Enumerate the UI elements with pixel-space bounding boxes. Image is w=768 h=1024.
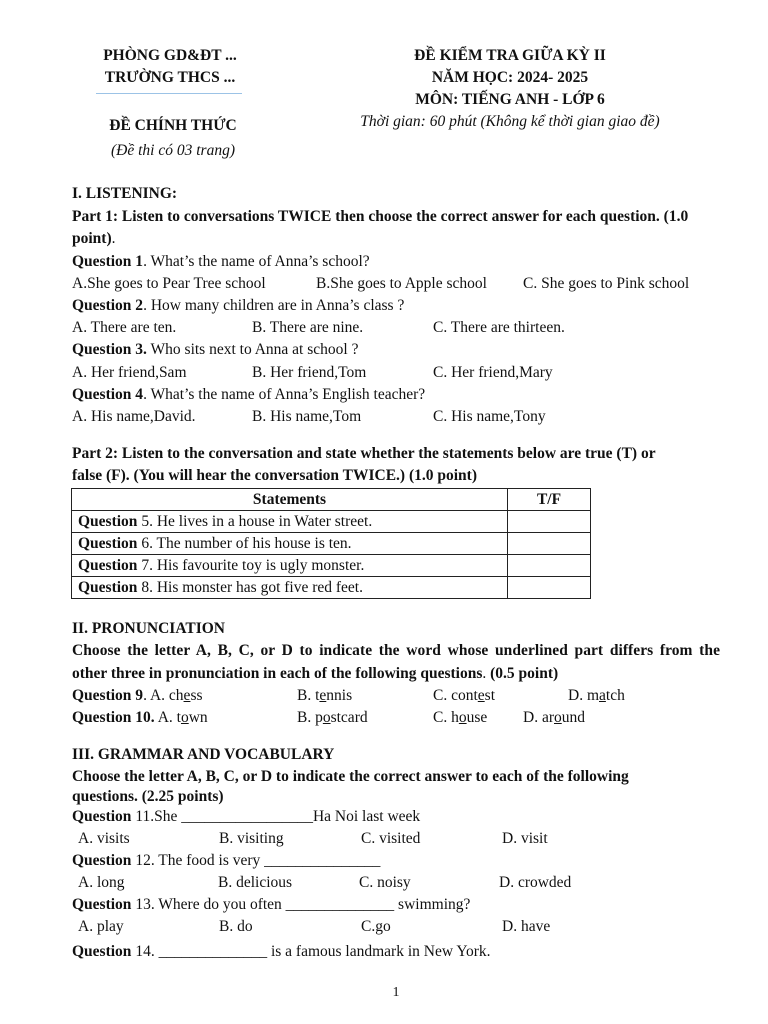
grammar-heading: III. GRAMMAR AND VOCABULARY xyxy=(72,746,335,763)
q13-option-b: B. do xyxy=(219,918,253,935)
q13-option-d: D. have xyxy=(502,918,551,935)
q2-option-a: A. There are ten. xyxy=(72,319,177,336)
table-row xyxy=(72,533,591,555)
question-4: Question 4. What’s the name of Anna’s English teacher? xyxy=(72,386,426,403)
exam-title: ĐỀ KIỂM TRA GIỮA KỲ II xyxy=(414,47,606,64)
grammar-instruction: Choose the letter A, B, C, or D to indicate the correct answer to each of the following xyxy=(72,768,629,785)
question-14: Question 14. ______________ is a famous landmark in New York. xyxy=(72,943,491,960)
q3-option-c: C. Her friend,Mary xyxy=(433,364,553,381)
time-note: Thời gian: 60 phút (Không kể thời gian giao đề) xyxy=(360,113,660,130)
q12-option-a: A. long xyxy=(78,874,125,891)
q11-option-c: C. visited xyxy=(361,830,421,847)
part2-instruction: Part 2: Listen to the conversation and state whether the statements below are true (T) or xyxy=(72,445,656,462)
q2-option-c: C. There are thirteen. xyxy=(433,319,565,336)
q13-option-a: A. play xyxy=(78,918,124,935)
tf-answer-cell[interactable] xyxy=(508,577,591,599)
subject-line: MÔN: TIẾNG ANH - LỚP 6 xyxy=(415,91,605,108)
tf-answer-cell[interactable] xyxy=(508,555,591,577)
question-9: Question 9. A. chess xyxy=(72,687,203,704)
pronunciation-instruction-cont: other three in pronunciation in each of the following questions. (0.5 point) xyxy=(72,665,559,682)
q1-option-c: C. She goes to Pink school xyxy=(523,275,690,292)
q4-option-c: C. His name,Tony xyxy=(433,408,546,425)
statement-cell: Question 5. He lives in a house in Water street. xyxy=(72,511,508,533)
question-3: Question 3. Who sits next to Anna at school ? xyxy=(72,341,359,358)
page-count-note: (Đề thi có 03 trang) xyxy=(111,142,235,159)
table-row xyxy=(72,577,591,599)
question-2: Question 2. How many children are in Anna’s class ? xyxy=(72,297,405,314)
table-row xyxy=(72,555,591,577)
q12-option-c: C. noisy xyxy=(359,874,411,891)
q9-option-d: D. match xyxy=(568,687,625,704)
q9-option-b: B. tennis xyxy=(297,687,353,704)
table-header-row xyxy=(72,489,591,511)
statements-header: Statements xyxy=(72,489,508,511)
grammar-instruction-cont: questions. (2.25 points) xyxy=(72,788,224,805)
pronunciation-instruction: Choose the letter A, B, C, or D to indicate the word whose underlined part differs from the xyxy=(72,642,720,659)
statement-cell: Question 7. His favourite toy is ugly monster. xyxy=(72,555,508,577)
pronunciation-heading: II. PRONUNCIATION xyxy=(72,620,226,637)
question-10: Question 10. A. town xyxy=(72,709,208,726)
statement-cell: Question 8. His monster has got five red feet. xyxy=(72,577,508,599)
q11-option-d: D. visit xyxy=(502,830,548,847)
q4-option-a: A. His name,David. xyxy=(72,408,196,425)
school-name: TRƯỜNG THCS ... xyxy=(104,69,236,86)
q3-option-b: B. Her friend,Tom xyxy=(252,364,367,381)
part1-instruction-cont: point). xyxy=(72,230,116,247)
question-12: Question 12. The food is very _______________ xyxy=(72,852,381,869)
tf-answer-cell[interactable] xyxy=(508,533,591,555)
part2-instruction-cont: false (F). (You will hear the conversation TWICE.) (1.0 point) xyxy=(72,467,477,484)
part1-instruction: Part 1: Listen to conversations TWICE then choose the correct answer for each question. (1.0 xyxy=(72,208,689,225)
q11-option-b: B. visiting xyxy=(219,830,284,847)
q3-option-a: A. Her friend,Sam xyxy=(72,364,187,381)
q13-option-c: C.go xyxy=(361,918,391,935)
q2-option-b: B. There are nine. xyxy=(252,319,364,336)
question-13: Question 13. Where do you often ______________ swimming? xyxy=(72,896,471,913)
q4-option-b: B. His name,Tom xyxy=(252,408,362,425)
true-false-table xyxy=(71,488,591,599)
q1-option-a: A.She goes to Pear Tree school xyxy=(72,275,266,292)
q9-option-c: C. contest xyxy=(433,687,496,704)
q11-option-a: A. visits xyxy=(78,830,130,847)
tf-header: T/F xyxy=(508,489,591,511)
q12-option-b: B. delicious xyxy=(218,874,293,891)
official-label: ĐỀ CHÍNH THỨC xyxy=(109,117,237,134)
question-11: Question 11.She _________________Ha Noi last week xyxy=(72,808,421,825)
q10-option-b: B. postcard xyxy=(297,709,368,726)
q10-option-c: C. house xyxy=(433,709,488,726)
question-1: Question 1. What’s the name of Anna’s school? xyxy=(72,253,370,270)
q1-option-b: B.She goes to Apple school xyxy=(316,275,487,292)
q10-option-d: D. around xyxy=(523,709,585,726)
listening-heading: I. LISTENING: xyxy=(72,185,178,202)
q12-option-d: D. crowded xyxy=(499,874,572,891)
page-number: 1 xyxy=(392,985,400,1000)
school-year: NĂM HỌC: 2024- 2025 xyxy=(431,69,589,86)
department-name: PHÒNG GD&ĐT ... xyxy=(103,47,237,64)
header-divider xyxy=(96,93,242,94)
table-row xyxy=(72,511,591,533)
tf-answer-cell[interactable] xyxy=(508,511,591,533)
statement-cell: Question 6. The number of his house is ten. xyxy=(72,533,508,555)
